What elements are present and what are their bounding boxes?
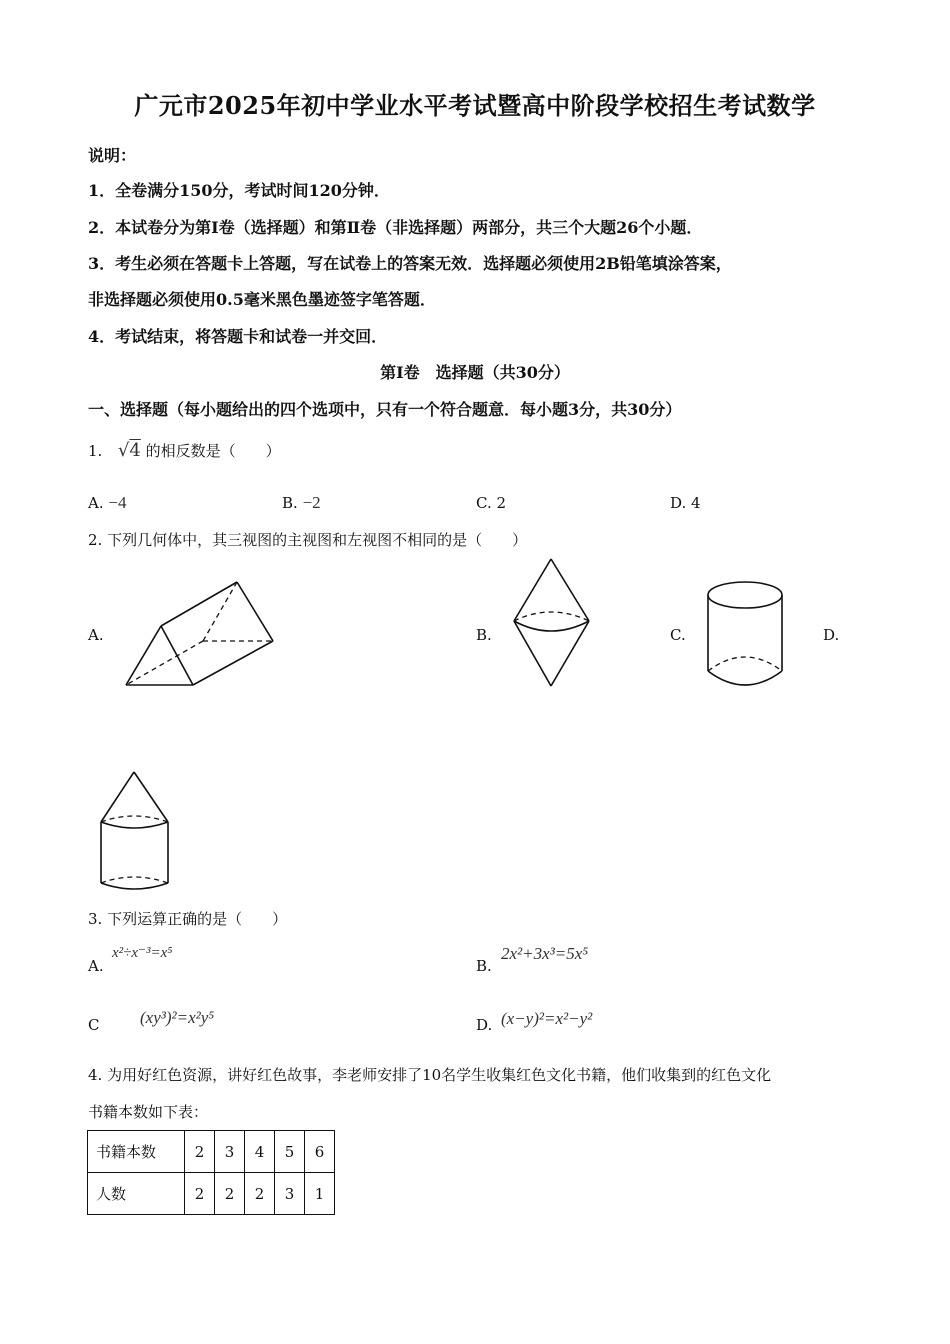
- page-title: 广元市2025年初中学业水平考试暨高中阶段学校招生考试数学: [134, 91, 816, 120]
- table-cell: 2: [185, 1173, 215, 1215]
- cylinder-figure: [703, 578, 788, 690]
- radical-sign: √4: [117, 440, 141, 461]
- table-row: [88, 1173, 335, 1215]
- instruction-item: 1．全卷满分150分，考试时间120分钟．: [88, 181, 390, 200]
- option-b[interactable]: [282, 493, 321, 513]
- cone-on-cylinder-figure: [96, 768, 176, 893]
- expression-a: x²÷x⁻³=x⁵: [112, 945, 173, 961]
- option-b[interactable]: B.: [476, 957, 492, 975]
- option-a[interactable]: [88, 493, 126, 513]
- question-4-line-2: 书籍本数如下表：: [88, 1103, 209, 1121]
- option-value: −2: [302, 493, 321, 512]
- instructions-heading: 说明：: [88, 146, 137, 165]
- option-label: C.: [476, 494, 492, 512]
- question-text: 的相反数是（ ）: [145, 442, 281, 460]
- option-label: D.: [670, 494, 687, 512]
- question-2: 2. 下列几何体中，其三视图的主视图和左视图不相同的是（ ）: [88, 531, 528, 549]
- option-a[interactable]: A.: [88, 626, 104, 644]
- table-cell: 3: [275, 1173, 305, 1215]
- table-cell: 2: [245, 1173, 275, 1215]
- instruction-item: 2．本试卷分为第Ⅰ卷（选择题）和第Ⅱ卷（非选择题）两部分，共三个大题26个小题．: [88, 218, 703, 237]
- expression-d: (x−y)²=x²−y²: [501, 1009, 593, 1028]
- option-d[interactable]: D.: [823, 626, 840, 644]
- books-table: [87, 1130, 335, 1215]
- option-value: 2: [496, 494, 507, 512]
- table-cell: 1: [305, 1173, 335, 1215]
- table-cell: 5: [275, 1131, 305, 1173]
- option-value: −4: [108, 493, 127, 512]
- row-header: 书籍本数: [88, 1131, 185, 1173]
- option-c[interactable]: [476, 494, 506, 512]
- option-value: 4: [691, 494, 701, 512]
- radicand: 4: [129, 440, 141, 461]
- triangular-prism-figure: [122, 578, 277, 690]
- question-3: 3. 下列运算正确的是（ ）: [88, 910, 288, 928]
- option-a[interactable]: A.: [88, 957, 104, 975]
- option-d[interactable]: D.: [476, 1016, 493, 1034]
- table-row: [88, 1131, 335, 1173]
- expression-c: (xy³)²=x²y⁵: [140, 1008, 215, 1027]
- row-header: 人数: [88, 1173, 185, 1215]
- option-c[interactable]: C: [88, 1016, 100, 1034]
- table-cell: 4: [245, 1131, 275, 1173]
- instruction-item: 4．考试结束，将答题卡和试卷一并交回．: [88, 327, 388, 346]
- table-cell: 2: [185, 1131, 215, 1173]
- question-1: [88, 440, 281, 461]
- table-cell: 6: [305, 1131, 335, 1173]
- instruction-item: 3．考生必须在答题卡上答题，写在试卷上的答案无效．选择题必须使用2B铅笔填涂答案，: [88, 254, 732, 273]
- table-cell: 2: [215, 1173, 245, 1215]
- part1-heading: 第Ⅰ卷 选择题（共30分）: [380, 363, 570, 382]
- option-label: B.: [282, 494, 298, 512]
- instruction-item: 非选择题必须使用0.5毫米黑色墨迹签字笔答题．: [88, 290, 436, 309]
- option-d[interactable]: [670, 494, 701, 512]
- table-cell: 3: [215, 1131, 245, 1173]
- question-4-line-1: 4. 为用好红色资源，讲好红色故事，李老师安排了10名学生收集红色文化书籍，他们收集到的红色文化: [88, 1066, 772, 1084]
- double-cone-figure: [510, 555, 595, 690]
- option-c[interactable]: C.: [670, 626, 686, 644]
- expression-b: 2x²+3x³=5x⁵: [501, 944, 589, 963]
- question-number: 1.: [88, 442, 103, 460]
- option-b[interactable]: B.: [476, 626, 492, 644]
- section1-heading: 一、选择题（每小题给出的四个选项中，只有一个符合题意．每小题3分，共30分）: [88, 400, 682, 419]
- option-label: A.: [88, 494, 104, 512]
